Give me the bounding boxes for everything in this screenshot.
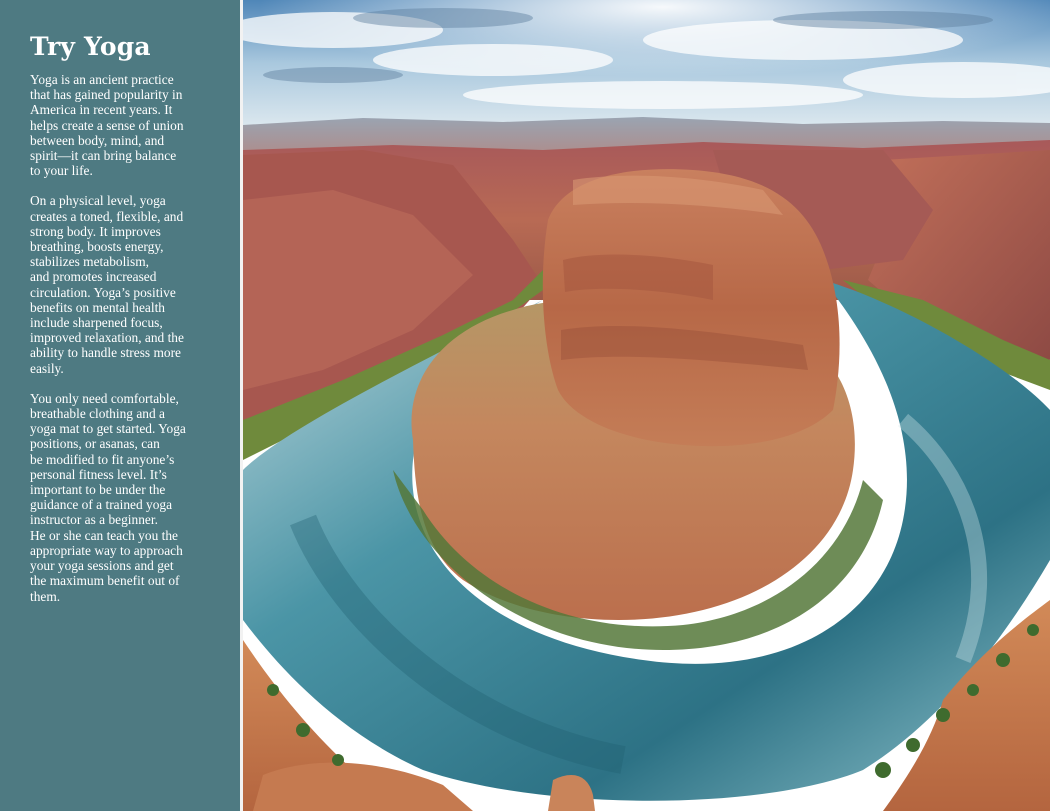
physical-benefits-paragraph: On a physical level, yoga creates a toned, flexible, and strong body. It improves breathing, boosts energy, stabilizes metabolism, and promotes increased circulation. Yoga’s positive benefits on mental health include sharpened focus, improved relaxation, and the ability to handle stress more easily. bbox=[30, 193, 184, 376]
intro-paragraph: Yoga is an ancient practice that has gained popularity in America in recent years. It helps create a sense of union between body, mind, and spirit—it can bring balance to your life. bbox=[30, 72, 184, 179]
getting-started-paragraph: You only need comfortable, breathable clothing and a yoga mat to get started. Yoga positions, or asanas, can be modified to fit anyone’s personal fitness level. It’s important to be under the guidance of a trained yoga instructor as a beginner. He or she can teach you the appropriate way to approach your yoga sessions and get the maximum benefit out of them. bbox=[30, 390, 186, 604]
canyon-river-bend-photo bbox=[243, 0, 1050, 811]
page-title: Try Yoga bbox=[30, 32, 151, 61]
text-sidebar bbox=[0, 0, 240, 811]
